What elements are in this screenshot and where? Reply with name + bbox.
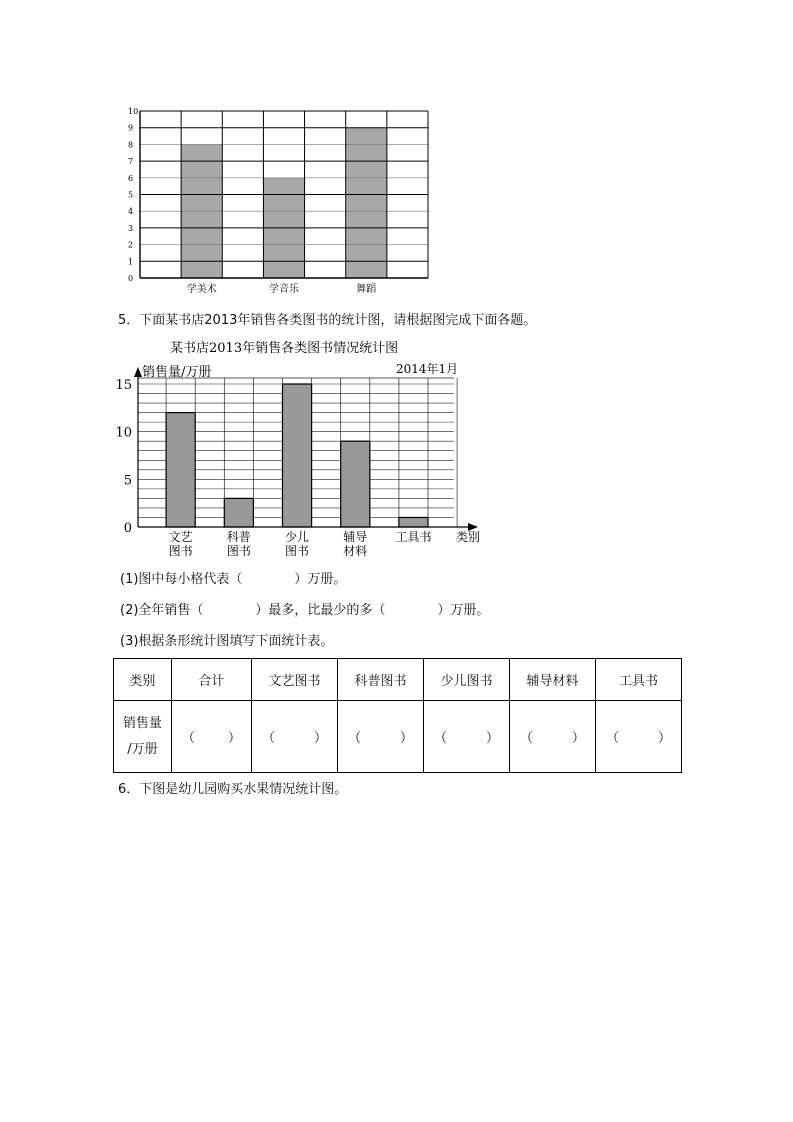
bar-1 [224, 498, 253, 527]
answer-cell-literature[interactable]: （ ） [252, 701, 338, 773]
bar-3 [341, 441, 370, 527]
row-label-line-1: 销售量 [122, 715, 162, 731]
x-axis-label: 类别 [456, 530, 481, 544]
question-5-part-3: (3)根据条形统计图填写下面统计表。 [120, 634, 334, 649]
y-tick-label: 5 [128, 190, 134, 200]
answer-cell-children[interactable]: （ ） [423, 701, 509, 773]
question-5-part-1: (1)图中每小格代表（ ）万册。 [120, 572, 347, 587]
y-tick-label: 8 [128, 140, 134, 150]
category-label: 文艺 [168, 530, 193, 544]
y-tick-label: 7 [128, 157, 134, 167]
row-label [114, 701, 172, 773]
answer-cell-tutoring[interactable]: （ ） [509, 701, 595, 773]
y-tick-label: 6 [128, 173, 134, 183]
y-tick-label: 5 [123, 473, 132, 489]
y-tick-label: 10 [128, 107, 139, 116]
category-label: 工具书 [395, 530, 432, 544]
category-label: 学美术 [186, 284, 217, 295]
header-category: 类别 [114, 659, 172, 701]
chart-date: 2014年1月 [396, 362, 459, 376]
y-tick-label: 3 [128, 223, 134, 233]
answer-cell-reference[interactable]: （ ） [595, 701, 681, 773]
activity-bar-chart [110, 100, 440, 300]
y-tick-label: 10 [115, 425, 132, 441]
header-reference: 工具书 [595, 659, 681, 701]
y-tick-label: 0 [128, 274, 134, 283]
sales-statistics-table [113, 658, 682, 773]
question-6-intro: 6．下图是幼儿园购买水果情况统计图。 [118, 782, 348, 797]
category-label: 科普 [226, 530, 251, 544]
category-label-line-2: 材料 [343, 544, 368, 558]
header-tutoring: 辅导材料 [509, 659, 595, 701]
category-label: 少儿 [285, 530, 310, 544]
y-tick-label: 2 [128, 240, 134, 250]
y-tick-label: 0 [123, 521, 132, 536]
book-sales-bar-chart [110, 335, 500, 565]
y-tick-label: 4 [128, 207, 134, 217]
table-row [114, 701, 682, 773]
category-label-line-2: 图书 [168, 544, 193, 558]
category-label: 舞蹈 [356, 284, 377, 295]
category-label-line-2: 图书 [226, 544, 251, 558]
header-science: 科普图书 [337, 659, 423, 701]
y-tick-label: 1 [128, 257, 134, 267]
header-children: 少儿图书 [423, 659, 509, 701]
bar-2 [283, 384, 312, 527]
bar-0 [166, 413, 195, 527]
chart-title: 某书店2013年销售各类图书情况统计图 [170, 341, 399, 356]
bar-4 [399, 517, 428, 527]
header-literature: 文艺图书 [252, 659, 338, 701]
row-label-line-2: /万册 [127, 741, 158, 757]
header-total: 合计 [171, 659, 251, 701]
bar-2 [346, 128, 387, 278]
category-label-line-2: 图书 [285, 544, 310, 558]
category-label: 学音乐 [269, 284, 299, 295]
y-axis-arrow [134, 367, 142, 377]
y-tick-label: 9 [128, 123, 134, 133]
table-header-row [114, 659, 682, 701]
category-label: 辅导 [343, 530, 368, 544]
answer-cell-total[interactable]: （ ） [171, 701, 251, 773]
question-5-intro: 5．下面某书店2013年销售各类图书的统计图，请根据图完成下面各题。 [118, 313, 537, 328]
question-5-part-2: (2)全年销售（ ）最多，比最少的多（ ）万册。 [120, 603, 490, 618]
y-tick-label: 15 [115, 378, 132, 393]
answer-cell-science[interactable]: （ ） [337, 701, 423, 773]
y-axis-label: 销售量/万册 [142, 365, 212, 380]
